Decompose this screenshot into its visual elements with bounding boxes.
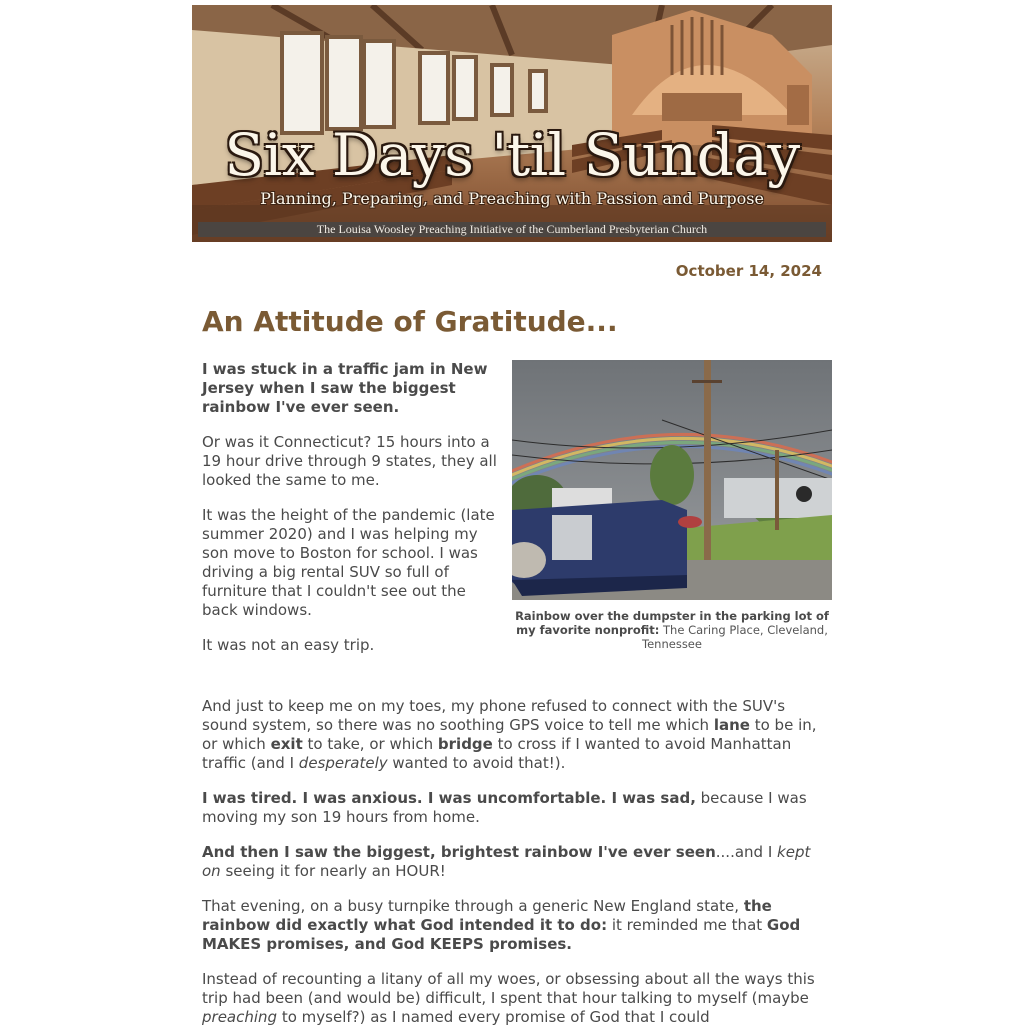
- text-run-bold: God MAKES promises, and God KEEPS promises.: [202, 915, 801, 953]
- newsletter-banner: [192, 5, 832, 242]
- banner-subtitle: Planning, Preparing, and Preaching with Passion and Purpose: [260, 189, 764, 208]
- text-run-italic: desperately: [298, 753, 388, 772]
- newsletter: [192, 5, 832, 1027]
- intro-paragraph: It was the height of the pandemic (late summer 2020) and I was helping my son move to Boston for school. I was driving a big rental SUV so full of furniture that I couldn't see out the back windows.: [202, 505, 495, 619]
- intro-paragraph: It was not an easy trip.: [202, 635, 375, 654]
- text-run-bold: lane: [713, 715, 750, 734]
- text-run-bold: exit: [270, 734, 303, 753]
- text-run-bold: I was tired. I was anxious. I was uncomfortable. I was sad,: [202, 788, 696, 807]
- body-paragraph: [202, 897, 822, 954]
- intro-paragraph: Or was it Connecticut? 15 hours into a 19 hour drive through 9 states, they all looked the same to me.: [202, 432, 497, 489]
- article-body: [202, 697, 822, 1027]
- text-run-italic: kept on: [202, 842, 811, 880]
- body-paragraph: [202, 970, 822, 1027]
- text-run: to take, or which: [302, 734, 438, 753]
- text-run: ....and I: [715, 842, 778, 861]
- intro-column: [202, 360, 504, 671]
- text-run-bold: the rainbow did exactly what God intended it to do:: [202, 896, 772, 934]
- body-paragraph: [202, 843, 822, 881]
- banner-strip: The Louisa Woosley Preaching Initiative of the Cumberland Presbyterian Church: [198, 222, 826, 237]
- text-run: And just to keep me on my toes, my phone refused to connect with the SUV's sound system, so there was no soothing GPS voice to tell me which: [202, 696, 786, 734]
- text-run: it reminded me that: [607, 915, 767, 934]
- rainbow-photo: [512, 360, 832, 600]
- text-run: wanted to avoid that!).: [387, 753, 566, 772]
- text-run: That evening, on a busy turnpike through a generic New England state,: [202, 896, 744, 915]
- text-run-italic: preaching: [202, 1007, 278, 1026]
- text-run: because I was moving my son 19 hours from home.: [202, 788, 807, 826]
- intro-paragraph: I was stuck in a traffic jam in New Jersey when I saw the biggest rainbow I've ever seen.: [202, 359, 488, 416]
- photo-caption-rest: The Caring Place, Cleveland, Tennessee: [642, 622, 828, 651]
- photo-caption: [512, 609, 832, 651]
- text-run: to be in, or which: [202, 715, 817, 753]
- body-paragraph: [202, 697, 822, 773]
- intro-section: [192, 360, 832, 673]
- article-headline: An Attitude of Gratitude...: [202, 305, 618, 338]
- text-run: Instead of recounting a litany of all my woes, or obsessing about all the ways this trip had been (and would be) difficult, I spent that hour talking to myself (maybe: [202, 969, 815, 1007]
- text-run: to cross if I wanted to avoid Manhattan traffic (and I: [202, 734, 792, 772]
- text-run: to myself?) as I named every promise of God that I could: [277, 1007, 710, 1026]
- text-run: seeing it for nearly an HOUR!: [220, 861, 446, 880]
- photo-caption-bold: Rainbow over the dumpster in the parking lot of my favorite nonprofit:: [515, 608, 829, 637]
- text-run-bold: And then I saw the biggest, brightest rainbow I've ever seen: [202, 842, 716, 861]
- issue-date: October 14, 2024: [675, 262, 822, 280]
- body-paragraph: [202, 789, 822, 827]
- banner-title: Six Days 'til Sunday: [224, 121, 800, 189]
- rainbow-photo-illustration: [512, 360, 832, 600]
- text-run-bold: bridge: [437, 734, 493, 753]
